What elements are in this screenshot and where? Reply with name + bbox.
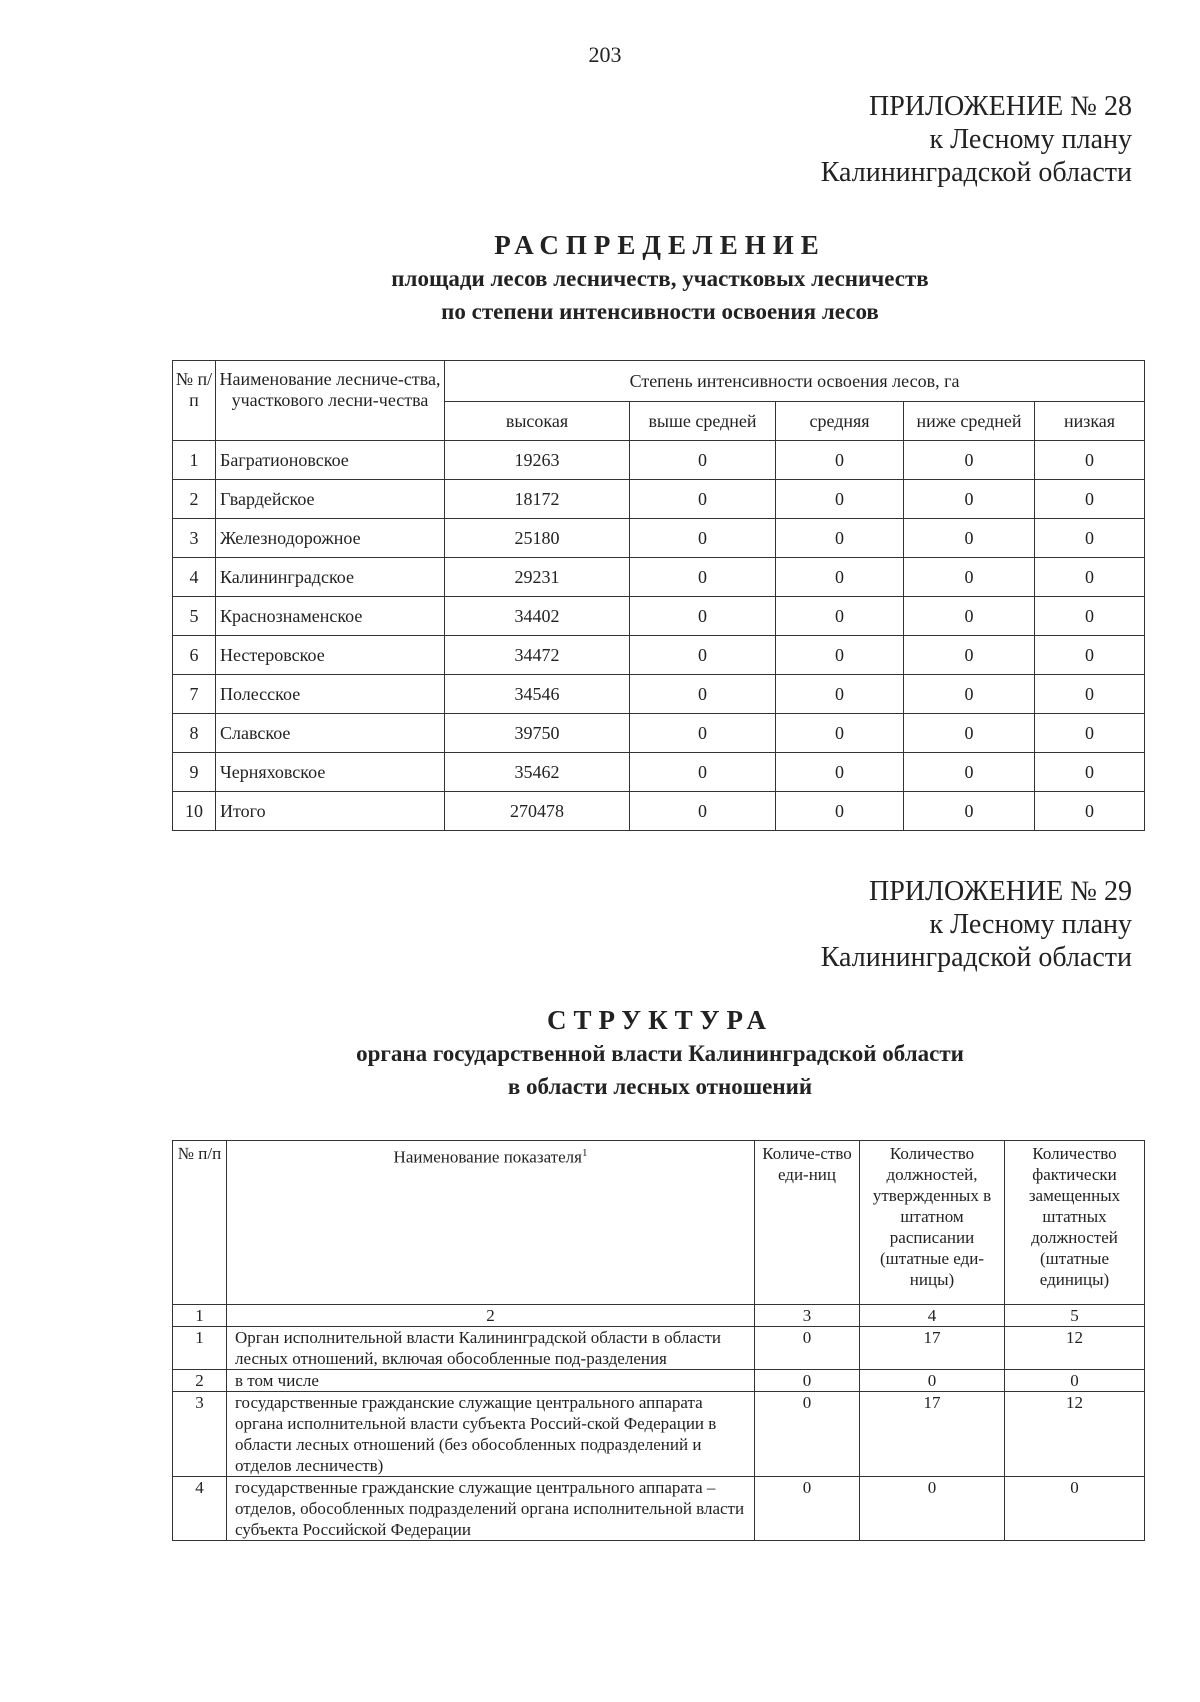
t1-cell-value: 0 bbox=[630, 480, 776, 519]
table-row bbox=[173, 597, 1145, 636]
t2-cell-units: 0 bbox=[755, 1327, 860, 1370]
appendix-28-ref: к Лесному плану bbox=[929, 124, 1132, 155]
t1-cell-value: 0 bbox=[1035, 753, 1145, 792]
t2-colnum-5: 5 bbox=[1005, 1305, 1145, 1327]
t1-cell-value: 0 bbox=[630, 441, 776, 480]
appendix-29-heading bbox=[821, 875, 1132, 974]
t2-header-num: № п/п bbox=[173, 1141, 227, 1305]
t1-cell-value: 0 bbox=[904, 714, 1035, 753]
t1-cell-value: 0 bbox=[904, 519, 1035, 558]
t1-cell-name: Полесское bbox=[216, 675, 445, 714]
t2-cell-name: в том числе bbox=[227, 1370, 755, 1392]
t1-cell-value: 25180 bbox=[445, 519, 630, 558]
t1-cell-value: 34402 bbox=[445, 597, 630, 636]
t1-cell-value: 270478 bbox=[445, 792, 630, 831]
t1-cell-value: 0 bbox=[904, 597, 1035, 636]
section-2-subtitle-1: органа государственной власти Калининградской области bbox=[356, 1041, 964, 1066]
t1-header-group: Степень интенсивности освоения лесов, га bbox=[445, 361, 1145, 402]
section-1-subtitle-1: площади лесов лесничеств, участковых лесничеств bbox=[391, 266, 929, 291]
t1-cell-value: 0 bbox=[776, 753, 904, 792]
t1-cell-value: 0 bbox=[776, 558, 904, 597]
table-row bbox=[173, 480, 1145, 519]
t2-cell-num: 4 bbox=[173, 1477, 227, 1541]
t2-cell-approved: 17 bbox=[860, 1327, 1005, 1370]
t1-cell-num: 5 bbox=[173, 597, 216, 636]
t1-cell-value: 0 bbox=[1035, 636, 1145, 675]
t2-cell-approved: 0 bbox=[860, 1477, 1005, 1541]
t2-cell-filled: 12 bbox=[1005, 1327, 1145, 1370]
t1-cell-name: Славское bbox=[216, 714, 445, 753]
t1-cell-value: 34472 bbox=[445, 636, 630, 675]
t2-cell-filled: 12 bbox=[1005, 1392, 1145, 1477]
appendix-28-region: Калининградской области bbox=[820, 157, 1132, 188]
t1-cell-value: 0 bbox=[776, 597, 904, 636]
t2-header-name-text: Наименование показателя bbox=[393, 1147, 582, 1167]
appendix-28-heading bbox=[821, 90, 1132, 189]
t1-cell-num: 3 bbox=[173, 519, 216, 558]
t2-cell-filled: 0 bbox=[1005, 1370, 1145, 1392]
t2-cell-num: 1 bbox=[173, 1327, 227, 1370]
t2-cell-filled: 0 bbox=[1005, 1477, 1145, 1541]
t2-colnum-1: 1 bbox=[173, 1305, 227, 1327]
t1-cell-name: Калининградское bbox=[216, 558, 445, 597]
t2-header-units: Количе-ство еди-ниц bbox=[755, 1141, 860, 1305]
table-row bbox=[173, 519, 1145, 558]
t1-cell-value: 0 bbox=[630, 792, 776, 831]
table-row bbox=[173, 1370, 1145, 1392]
t1-cell-num: 6 bbox=[173, 636, 216, 675]
section-2-title-main: СТРУКТУРА bbox=[546, 1005, 774, 1035]
t1-cell-value: 0 bbox=[1035, 558, 1145, 597]
t1-cell-name: Краснознаменское bbox=[216, 597, 445, 636]
t1-header-high: высокая bbox=[445, 402, 630, 441]
t2-colnum-2: 2 bbox=[227, 1305, 755, 1327]
t1-header-below-avg: ниже средней bbox=[904, 402, 1035, 441]
appendix-28-number: ПРИЛОЖЕНИЕ № 28 bbox=[869, 91, 1132, 122]
t1-cell-value: 0 bbox=[904, 558, 1035, 597]
forest-intensity-table bbox=[172, 360, 1145, 831]
t1-cell-value: 29231 bbox=[445, 558, 630, 597]
t2-cell-num: 3 bbox=[173, 1392, 227, 1477]
t1-cell-num: 4 bbox=[173, 558, 216, 597]
t2-cell-approved: 0 bbox=[860, 1370, 1005, 1392]
t1-cell-name: Итого bbox=[216, 792, 445, 831]
table-row bbox=[173, 636, 1145, 675]
t1-cell-name: Черняховское bbox=[216, 753, 445, 792]
page-number: 203 bbox=[588, 42, 622, 67]
t1-cell-num: 1 bbox=[173, 441, 216, 480]
t2-cell-approved: 17 bbox=[860, 1392, 1005, 1477]
section-2-title bbox=[0, 1003, 1200, 1103]
table-row bbox=[173, 714, 1145, 753]
table-row bbox=[173, 441, 1145, 480]
table-row bbox=[173, 753, 1145, 792]
structure-table bbox=[172, 1140, 1145, 1541]
t1-cell-value: 0 bbox=[904, 675, 1035, 714]
table-row bbox=[173, 792, 1145, 831]
section-2-subtitle-2: в области лесных отношений bbox=[507, 1074, 813, 1099]
table-row bbox=[173, 1327, 1145, 1370]
t2-colnum-3: 3 bbox=[755, 1305, 860, 1327]
t1-cell-value: 0 bbox=[776, 519, 904, 558]
appendix-29-number: ПРИЛОЖЕНИЕ № 29 bbox=[869, 876, 1132, 907]
table-row bbox=[173, 1392, 1145, 1477]
t1-cell-num: 9 bbox=[173, 753, 216, 792]
t1-cell-value: 18172 bbox=[445, 480, 630, 519]
t1-cell-value: 0 bbox=[630, 558, 776, 597]
t1-cell-num: 7 bbox=[173, 675, 216, 714]
t1-cell-value: 0 bbox=[904, 441, 1035, 480]
t1-cell-value: 0 bbox=[1035, 480, 1145, 519]
t1-cell-value: 0 bbox=[904, 480, 1035, 519]
t1-cell-value: 0 bbox=[904, 753, 1035, 792]
t1-header-above-avg: выше средней bbox=[630, 402, 776, 441]
t1-cell-value: 0 bbox=[630, 519, 776, 558]
section-1-subtitle-2: по степени интенсивности освоения лесов bbox=[441, 299, 879, 324]
table-row bbox=[173, 1477, 1145, 1541]
t2-cell-name: государственные гражданские служащие центрального аппарата – отделов, обособленных подразделений органа исполнительной власти субъекта Российской Федерации bbox=[227, 1477, 755, 1541]
t1-cell-num: 8 bbox=[173, 714, 216, 753]
t1-cell-value: 0 bbox=[1035, 792, 1145, 831]
table-row bbox=[173, 675, 1145, 714]
t1-header-low: низкая bbox=[1035, 402, 1145, 441]
t1-cell-value: 0 bbox=[1035, 519, 1145, 558]
t1-header-num: № п/п bbox=[173, 361, 216, 441]
t1-cell-value: 19263 bbox=[445, 441, 630, 480]
section-1-title-main: РАСПРЕДЕЛЕНИЕ bbox=[494, 230, 826, 260]
t2-cell-name: Орган исполнительной власти Калининградской области в области лесных отношений, включая обособленные под-разделения bbox=[227, 1327, 755, 1370]
t1-body bbox=[173, 441, 1145, 831]
appendix-29-region: Калининградской области bbox=[820, 942, 1132, 973]
t1-cell-value: 34546 bbox=[445, 675, 630, 714]
t2-cell-units: 0 bbox=[755, 1477, 860, 1541]
t1-cell-num: 2 bbox=[173, 480, 216, 519]
t1-cell-value: 0 bbox=[776, 792, 904, 831]
t1-cell-value: 0 bbox=[630, 675, 776, 714]
t1-cell-value: 0 bbox=[776, 714, 904, 753]
t1-cell-value: 0 bbox=[904, 792, 1035, 831]
t1-cell-value: 0 bbox=[776, 480, 904, 519]
t1-cell-value: 0 bbox=[630, 597, 776, 636]
t1-header-name: Наименование лесниче-ства, участкового лесни-чества bbox=[216, 361, 445, 441]
t1-cell-name: Нестеровское bbox=[216, 636, 445, 675]
t2-cell-units: 0 bbox=[755, 1392, 860, 1477]
t2-cell-num: 2 bbox=[173, 1370, 227, 1392]
t2-header-approved: Количество должностей, утвержденных в штатном расписании (штатные еди-ницы) bbox=[860, 1141, 1005, 1305]
t1-cell-name: Железнодорожное bbox=[216, 519, 445, 558]
t1-cell-value: 0 bbox=[1035, 441, 1145, 480]
t1-header-avg: средняя bbox=[776, 402, 904, 441]
t1-cell-value: 0 bbox=[630, 753, 776, 792]
t2-body bbox=[173, 1327, 1145, 1541]
appendix-29-ref: к Лесному плану bbox=[929, 909, 1132, 940]
t1-cell-value: 0 bbox=[776, 675, 904, 714]
t2-colnum-4: 4 bbox=[860, 1305, 1005, 1327]
t2-cell-name: государственные гражданские служащие центрального аппарата органа исполнительной власти субъекта Россий-ской Федерации в области лесных отношений (без обособленных подразделений и отделов лесничеств) bbox=[227, 1392, 755, 1477]
t1-cell-value: 0 bbox=[630, 636, 776, 675]
t1-cell-value: 0 bbox=[776, 636, 904, 675]
t1-cell-num: 10 bbox=[173, 792, 216, 831]
t1-cell-name: Гвардейское bbox=[216, 480, 445, 519]
t1-cell-value: 0 bbox=[630, 714, 776, 753]
t1-cell-value: 0 bbox=[776, 441, 904, 480]
t1-cell-value: 0 bbox=[904, 636, 1035, 675]
table-row bbox=[173, 558, 1145, 597]
t2-header-name bbox=[227, 1141, 755, 1305]
section-1-title bbox=[0, 228, 1200, 328]
t2-header-filled: Количество фактически замещенных штатных должностей (штатные единицы) bbox=[1005, 1141, 1145, 1305]
t1-cell-name: Багратионовское bbox=[216, 441, 445, 480]
t1-cell-value: 0 bbox=[1035, 675, 1145, 714]
t1-cell-value: 35462 bbox=[445, 753, 630, 792]
t1-cell-value: 39750 bbox=[445, 714, 630, 753]
t1-cell-value: 0 bbox=[1035, 714, 1145, 753]
t2-footnote-mark: 1 bbox=[581, 1147, 588, 1159]
t1-cell-value: 0 bbox=[1035, 597, 1145, 636]
t2-cell-units: 0 bbox=[755, 1370, 860, 1392]
